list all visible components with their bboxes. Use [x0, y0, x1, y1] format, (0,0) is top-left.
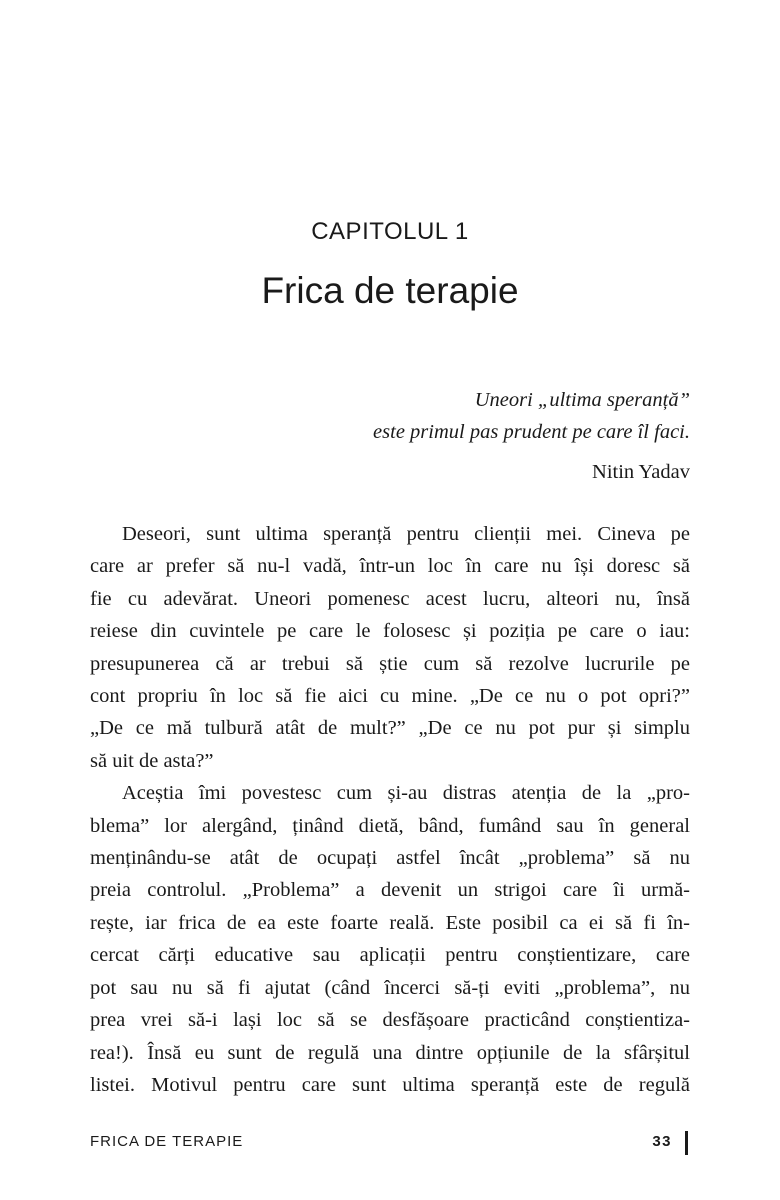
- body-line: să uit de asta?”: [90, 749, 214, 772]
- body-line: reiese din cuvintele pe care le folosesc și poziția pe care o iau:: [90, 620, 690, 643]
- epigraph-line: este primul pas prudent pe care îl faci.: [373, 421, 690, 443]
- running-head: FRICA DE TERAPIE: [90, 1133, 244, 1150]
- epigraph-author: Nitin Yadav: [592, 461, 690, 483]
- body-line: pot sau nu să fi ajutat (când încerci să-ți eviti „problema”, nu: [90, 976, 690, 999]
- body-line: blema” lor alergând, ținând dietă, bând, fumând sau în general: [90, 814, 690, 837]
- body-line: rea!). Însă eu sunt de regulă una dintre opțiunile de la sfârșitul: [90, 1041, 690, 1064]
- body-line: prea vrei să-i lași loc să se desfășoare practicând conștientiza-: [90, 1009, 690, 1032]
- page-number: 33: [652, 1133, 672, 1150]
- chapter-label: CAPITOLUL 1: [311, 218, 469, 245]
- page-number-divider: [685, 1131, 688, 1155]
- body-line: fie cu adevărat. Uneori pomenesc acest lucru, alteori nu, însă: [90, 587, 690, 610]
- chapter-title: Frica de terapie: [261, 270, 519, 311]
- body-line: cercat cărți educative sau aplicații pentru conștientizare, care: [90, 944, 690, 967]
- body-line: cont propriu în loc să fie aici cu mine. „De ce nu o pot opri?”: [90, 685, 690, 708]
- epigraph: [130, 384, 690, 488]
- body-line: listei. Motivul pentru care sunt ultima speranță este de regulă: [90, 1073, 690, 1096]
- body-line: Aceștia îmi povestesc cum și-au distras atenția de la „pro-: [122, 782, 690, 805]
- body-line: menținându-se atât de ocupați astfel încât „problema” să nu: [90, 847, 690, 870]
- body-line: „De ce mă tulbură atât de mult?” „De ce nu pot pur și simplu: [90, 717, 690, 740]
- epigraph-line: Uneori „ultima speranță”: [474, 389, 690, 411]
- body-line: care ar prefer să nu-l vadă, într-un loc în care nu își doresc să: [90, 555, 690, 578]
- body-line: rește, iar frica de ea este foarte reală. Este posibil ca ei să fi în-: [90, 911, 690, 934]
- body-text: [90, 518, 690, 1101]
- body-line: presupunerea că ar trebui să știe cum să rezolve lucrurile pe: [90, 652, 690, 675]
- page-footer: [90, 1131, 690, 1155]
- body-line: preia controlul. „Problema” a devenit un strigoi care îi urmă-: [90, 879, 690, 902]
- body-line: Deseori, sunt ultima speranță pentru clienții mei. Cineva pe: [122, 523, 690, 545]
